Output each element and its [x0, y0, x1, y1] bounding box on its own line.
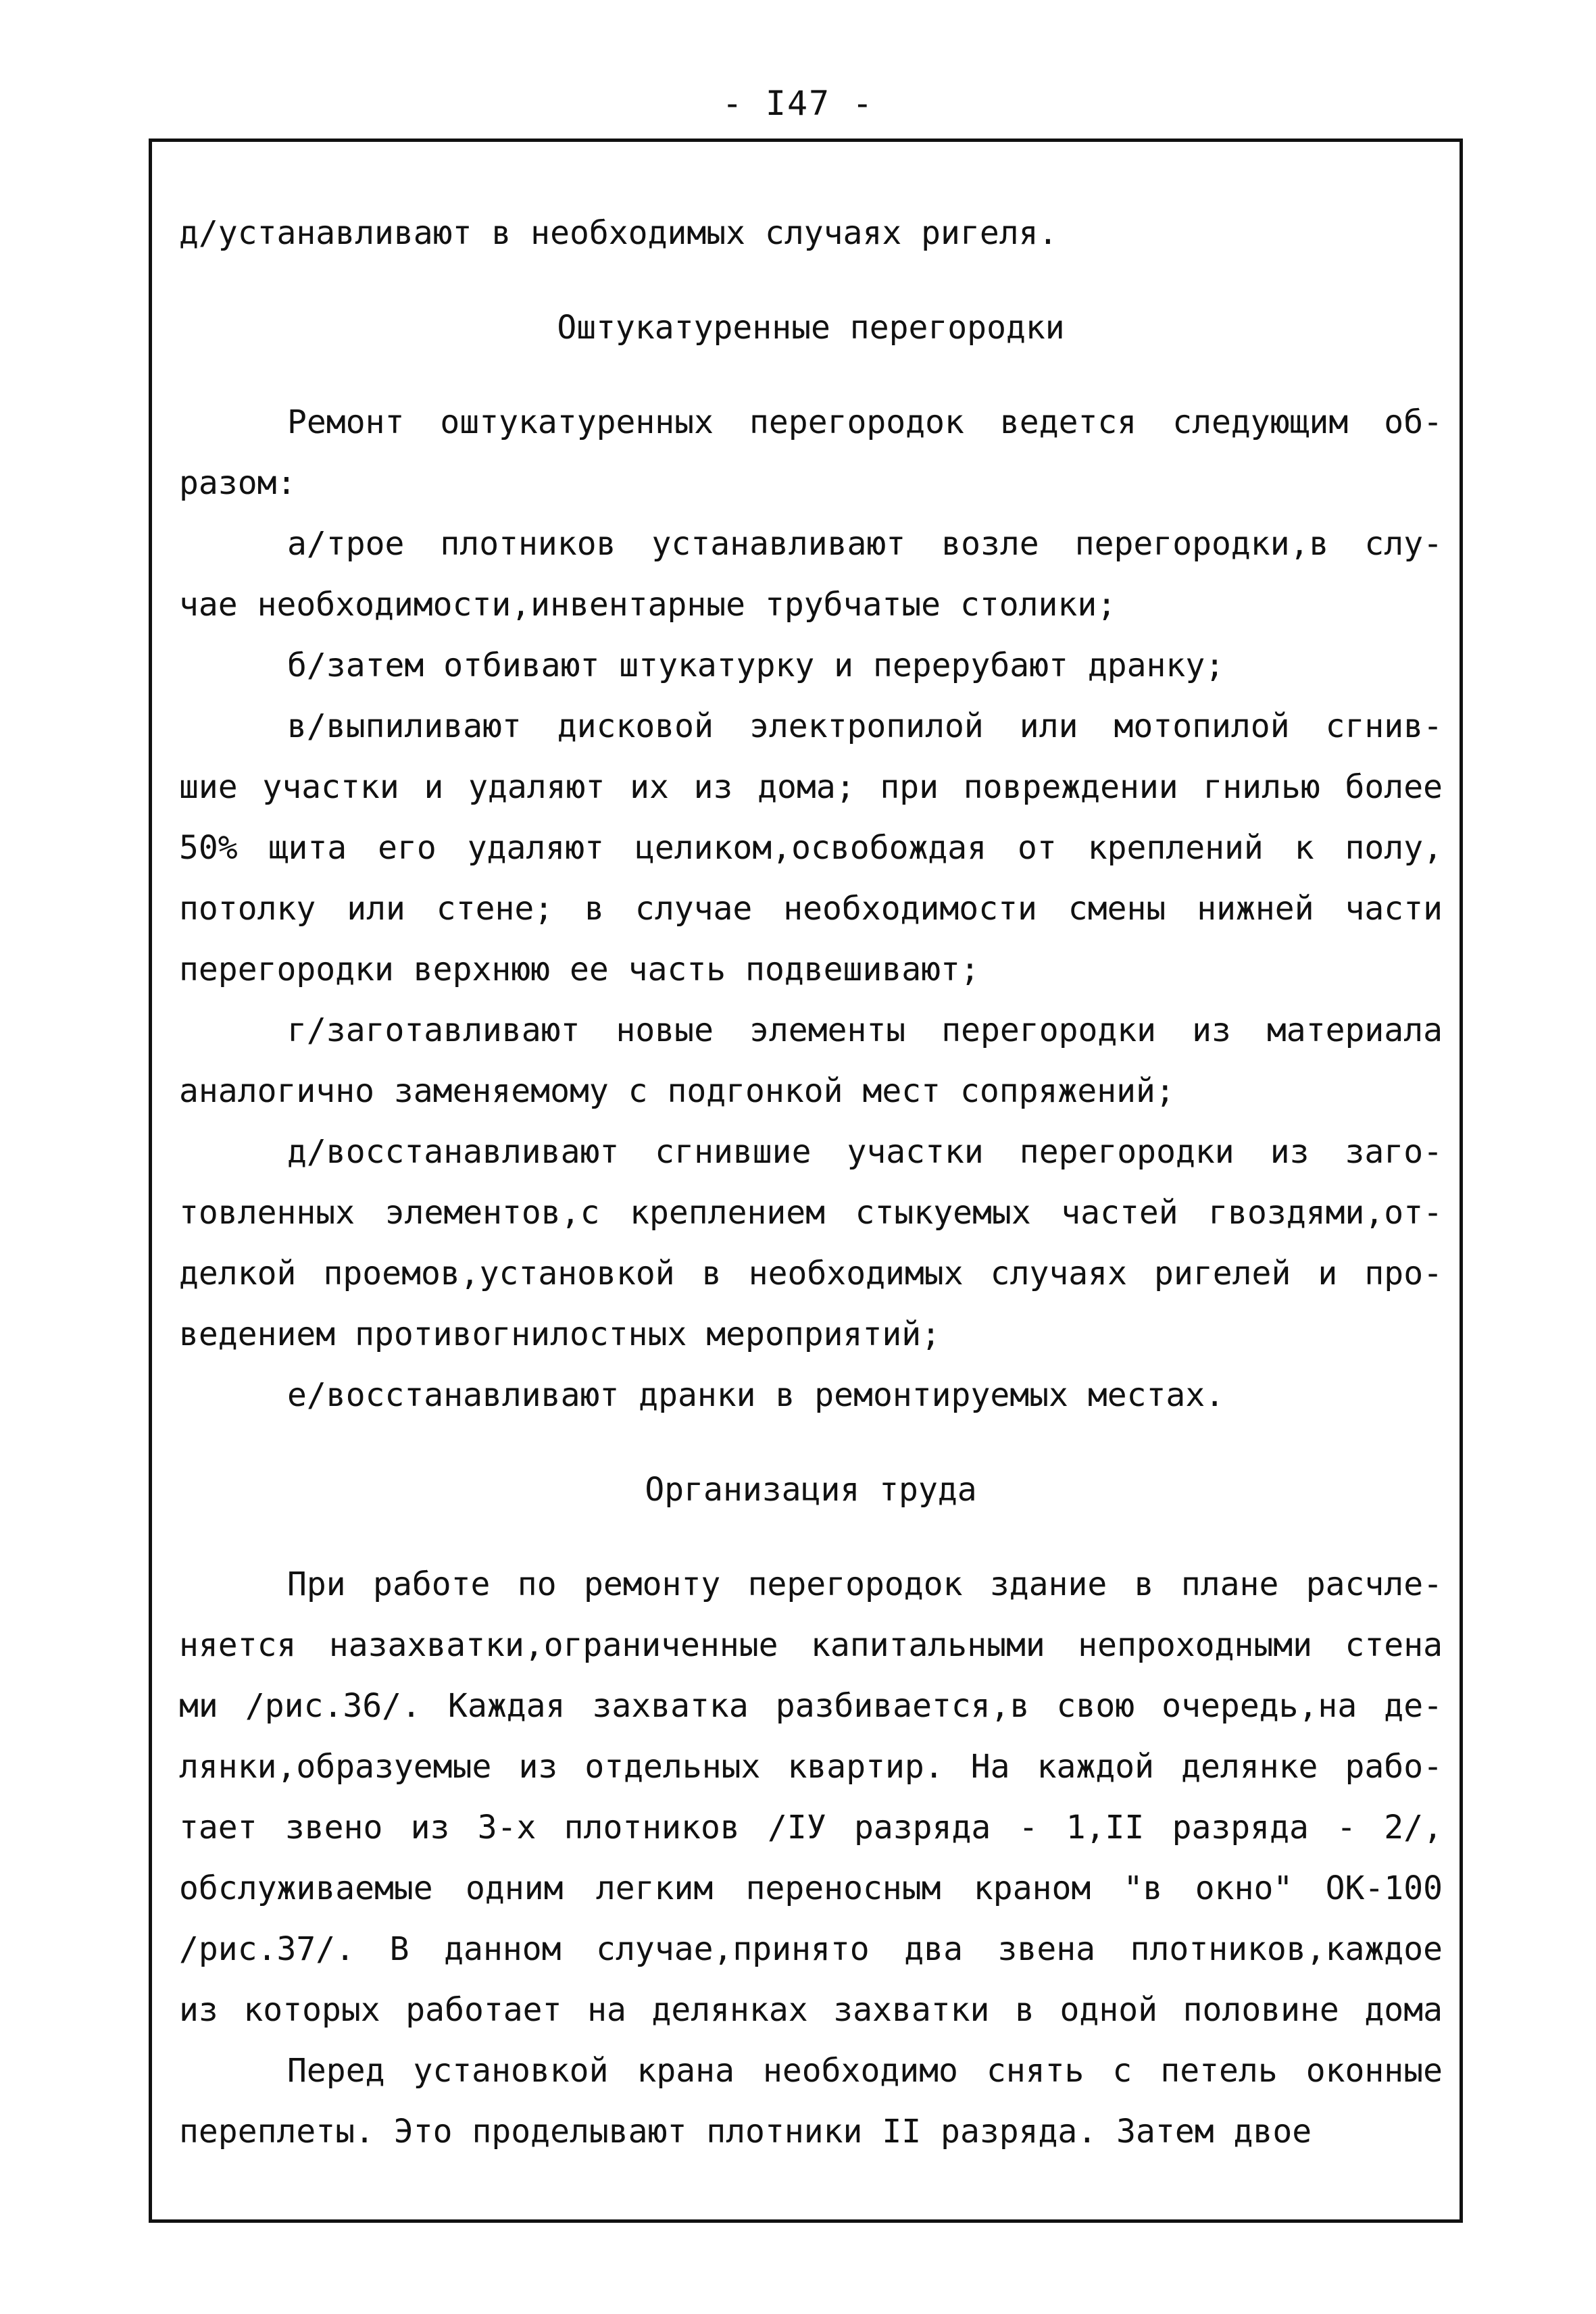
- text-line: е/восстанавливают дранки в ремонтируемых местах.: [287, 1376, 1225, 1414]
- text-line: тает звено из 3-х плотников /IУ разряда - 1,II разряда - 2/,: [179, 1809, 1443, 1846]
- text-line: ми /рис.36/. Каждая захватка разбивается,в свою очередь,на де-: [179, 1687, 1443, 1725]
- text-line: д/восстанавливают сгнившие участки перегородки из заго-: [287, 1133, 1443, 1171]
- text-line: переплеты. Это проделывают плотники II разряда. Затем двое: [179, 2113, 1312, 2150]
- section-heading-plastered-partitions: Оштукатуренные перегородки: [557, 309, 1065, 347]
- text-line: 50% щита его удаляют целиком,освобождая от креплений к полу,: [179, 829, 1443, 867]
- text-line: делкой проемов,установкой в необходимых случаях ригелей и про-: [179, 1255, 1443, 1292]
- text-line: лянки,образуемые из отдельных квартир. На каждой делянке рабо-: [179, 1748, 1443, 1786]
- text-line: г/заготавливают новые элементы перегородки из материала: [287, 1011, 1443, 1049]
- page-number: - I47 -: [722, 84, 874, 123]
- text-line: аналогично заменяемому с подгонкой мест сопряжений;: [179, 1072, 1175, 1110]
- text-line: потолку или стене; в случае необходимости смены нижней части: [179, 890, 1443, 928]
- document-body: [179, 203, 1443, 2162]
- text-line: Ремонт оштукатуренных перегородок ведется следующим об-: [287, 403, 1443, 441]
- text-line: в/выпиливают дисковой электропилой или мотопилой сгнив-: [287, 707, 1443, 745]
- text-line: из которых работает на делянках захватки в одной половине дома: [179, 1991, 1443, 2029]
- text-line: чае необходимости,инвентарные трубчатые столики;: [179, 586, 1117, 624]
- text-line: няется назахватки,ограниченные капитальными непроходными стена: [179, 1626, 1443, 1664]
- text-line: а/трое плотников устанавливают возле перегородки,в слу-: [287, 525, 1443, 563]
- text-line: ведением противогнилостных мероприятий;: [179, 1315, 941, 1353]
- text-line: б/затем отбивают штукатурку и перерубают дранку;: [287, 647, 1225, 684]
- text-line: шие участки и удаляют их из дома; при повреждении гнилью более: [179, 768, 1443, 806]
- text-line: товленных элементов,с креплением стыкуемых частей гвоздями,от-: [179, 1194, 1443, 1232]
- text-line: /рис.37/. В данном случае,принято два звена плотников,каждое: [179, 1930, 1443, 1968]
- section-heading-labor-organization: Организация труда: [645, 1471, 977, 1509]
- text-line: Перед установкой крана необходимо снять с петель оконные: [287, 2052, 1443, 2090]
- text-line: При работе по ремонту перегородок здание в плане расчле-: [287, 1565, 1443, 1603]
- text-line: разом:: [179, 464, 297, 502]
- text-line: д/устанавливают в необходимых случаях ригеля.: [179, 214, 1058, 252]
- text-line: перегородки верхнюю ее часть подвешивают;: [179, 951, 980, 988]
- text-line: обслуживаемые одним легким переносным краном "в окно" ОК-100: [179, 1869, 1443, 1907]
